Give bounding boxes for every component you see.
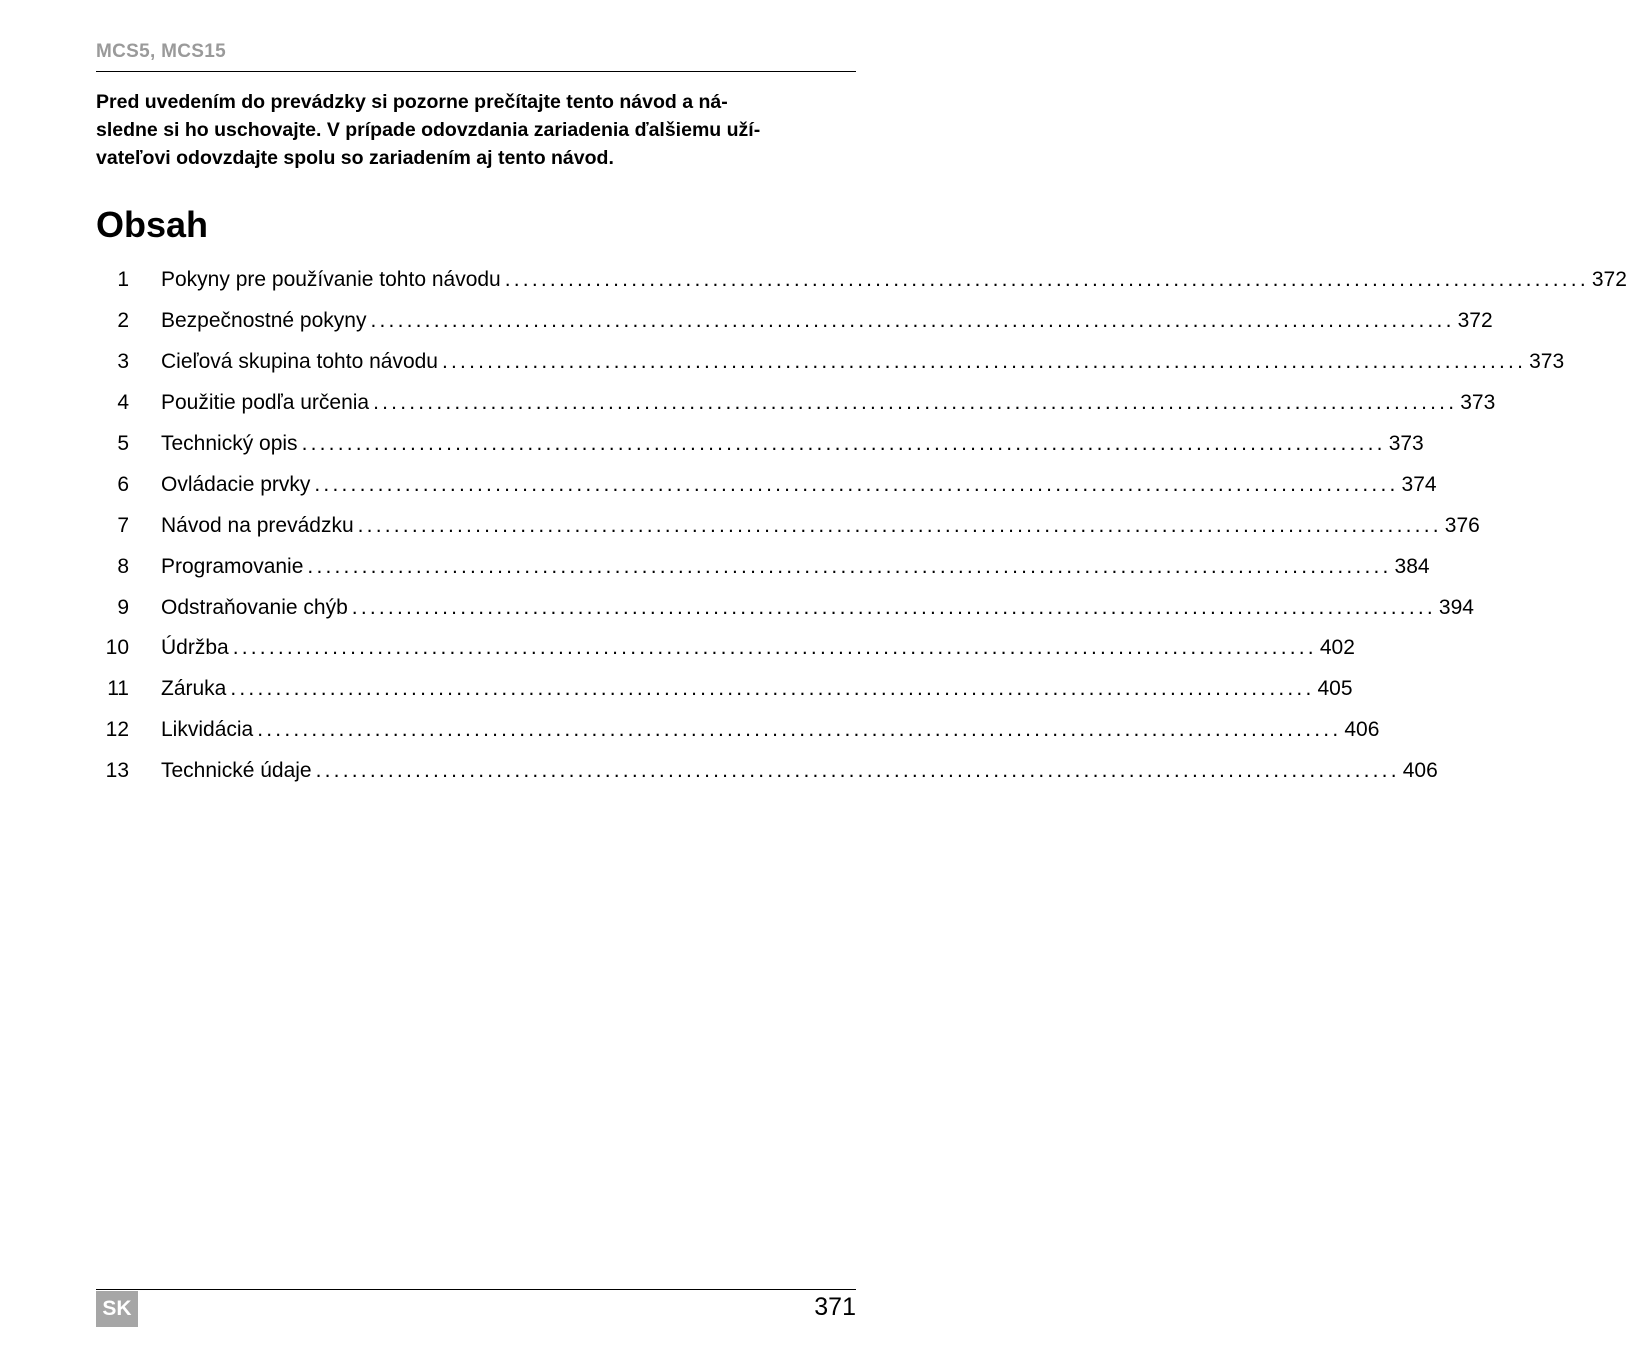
toc-entry-page: 373 — [1529, 350, 1565, 374]
dot-leader: ........................................................................................................................ — [232, 636, 1317, 660]
toc-entry-page: 405 — [1317, 677, 1353, 701]
toc-entry-page: 373 — [1460, 391, 1496, 415]
dot-leader: ........................................................................................................................ — [307, 554, 1392, 578]
toc-entry-page: 373 — [1388, 432, 1424, 455]
toc-entry-number: 4 — [117, 391, 129, 415]
toc-entry-page: 372 — [1457, 309, 1493, 333]
toc-entry-page: 372 — [1591, 268, 1627, 292]
toc-entry-number: 9 — [117, 595, 129, 619]
toc-entry-number: 12 — [105, 718, 129, 742]
toc-entry-number: 7 — [117, 513, 129, 537]
toc-entry-title: Likvidácia — [161, 718, 254, 742]
toc-entry[interactable] — [96, 546, 1430, 587]
intro-notice — [96, 88, 858, 172]
toc-entry-title: Záruka — [161, 677, 227, 701]
toc-entry-page: 374 — [1401, 472, 1437, 496]
toc-entry-number: 5 — [117, 432, 129, 455]
toc-entry[interactable] — [96, 260, 1627, 301]
dot-leader: ........................................................................................................................ — [351, 595, 1436, 619]
dot-leader: ........................................................................................................................ — [357, 513, 1442, 537]
page-number: 371 — [814, 1293, 856, 1321]
toc-entry-page: 406 — [1402, 759, 1438, 783]
document-model-title: MCS5, MCS15 — [96, 41, 227, 62]
toc-heading: Obsah — [96, 204, 209, 245]
toc-entry-title: Odstraňovanie chýb — [161, 595, 348, 619]
dot-leader: ........................................................................................................................ — [504, 268, 1589, 292]
language-badge: SK — [96, 1291, 138, 1327]
toc-entry-title: Návod na prevádzku — [161, 513, 354, 537]
intro-line: Pred uvedením do prevádzky si pozorne prečítajte tento návod a ná- — [96, 91, 728, 113]
toc-entry-page: 376 — [1444, 513, 1480, 537]
toc-entry[interactable] — [96, 505, 1480, 546]
toc-entry[interactable] — [96, 669, 1353, 710]
intro-line: vateľovi odovzdajte spolu so zariadením aj tento návod. — [96, 147, 614, 169]
toc-entry-number: 13 — [105, 759, 129, 783]
toc-entry-page: 406 — [1344, 718, 1380, 742]
dot-leader: ........................................................................................................................ — [370, 309, 1455, 333]
toc-entry-title: Cieľová skupina tohto návodu — [161, 350, 438, 374]
toc-entry-page: 394 — [1438, 595, 1474, 619]
intro-line: sledne si ho uschovajte. V prípade odovzdania zariadenia ďalšiemu uží- — [96, 119, 761, 141]
dot-leader: ........................................................................................................................ — [441, 350, 1527, 374]
toc-entry-title: Technický opis — [161, 432, 298, 455]
toc-entry[interactable] — [96, 383, 1496, 424]
toc-entry[interactable] — [96, 342, 1565, 383]
table-of-contents — [96, 260, 1627, 792]
header-divider — [96, 71, 856, 72]
toc-entry-title: Bezpečnostné pokyny — [161, 309, 367, 333]
toc-entry[interactable] — [96, 587, 1474, 628]
toc-entry-number: 1 — [117, 268, 129, 292]
toc-entry-number: 10 — [105, 636, 129, 660]
dot-leader: ........................................................................................................................ — [230, 677, 1315, 701]
toc-entry-number: 2 — [117, 309, 129, 333]
toc-entry[interactable] — [96, 301, 1493, 342]
toc-entry[interactable] — [96, 464, 1437, 505]
toc-entry-page: 384 — [1394, 554, 1430, 578]
toc-entry-title: Pokyny pre používanie tohto návodu — [161, 268, 501, 292]
dot-leader: ........................................................................................................................ — [257, 718, 1342, 742]
dot-leader: ........................................................................................................................ — [373, 391, 1458, 415]
toc-entry[interactable] — [96, 710, 1380, 751]
toc-entry-number: 11 — [107, 677, 129, 701]
toc-entry-title: Ovládacie prvky — [161, 472, 311, 496]
toc-entry[interactable] — [96, 424, 1424, 465]
toc-entry-title: Technické údaje — [161, 759, 312, 783]
toc-entry-number: 3 — [117, 350, 129, 374]
footer-divider — [96, 1289, 856, 1290]
toc-entry-title: Programovanie — [161, 554, 304, 578]
dot-leader: ........................................................................................................................ — [301, 432, 1386, 455]
toc-entry-page: 402 — [1319, 636, 1355, 660]
toc-entry-number: 8 — [117, 554, 129, 578]
toc-entry[interactable] — [96, 628, 1355, 669]
toc-entry[interactable] — [96, 751, 1438, 792]
toc-entry-number: 6 — [117, 472, 129, 496]
dot-leader: ........................................................................................................................ — [314, 472, 1399, 496]
dot-leader: ........................................................................................................................ — [315, 759, 1400, 783]
toc-entry-title: Údržba — [161, 636, 229, 660]
toc-entry-title: Použitie podľa určenia — [161, 391, 370, 415]
